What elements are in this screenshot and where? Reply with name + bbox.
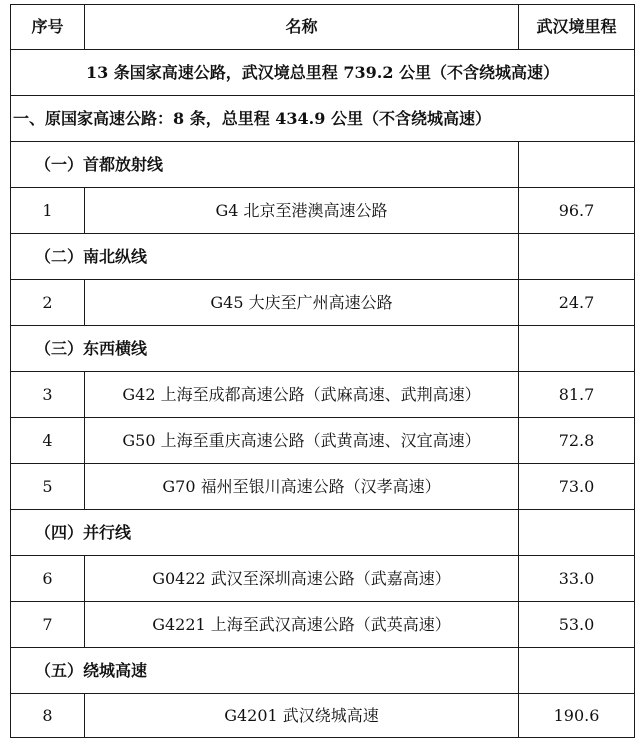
group-empty-cell <box>519 648 635 694</box>
row-name: G0422 武汉至深圳高速公路（武嘉高速） <box>85 556 519 602</box>
row-index: 3 <box>11 372 85 418</box>
row-name: G4221 上海至武汉高速公路（武英高速） <box>85 602 519 648</box>
group-empty-cell <box>519 510 635 556</box>
row-name: G50 上海至重庆高速公路（武黄高速、汉宜高速） <box>85 418 519 464</box>
table-row <box>11 602 635 648</box>
row-length: 73.0 <box>519 464 635 510</box>
group-row <box>11 142 635 188</box>
table-row <box>11 464 635 510</box>
table-header-row <box>11 5 635 50</box>
row-index: 7 <box>11 602 85 648</box>
group-title: （二）南北纵线 <box>11 234 519 280</box>
section-text: 一、原国家高速公路：8 条，总里程 434.9 公里（不含绕城高速） <box>11 96 635 142</box>
group-title: （五）绕城高速 <box>11 648 519 694</box>
table-row <box>11 188 635 234</box>
summary-row <box>11 50 635 96</box>
row-length: 24.7 <box>519 280 635 326</box>
table-row <box>11 418 635 464</box>
group-row <box>11 234 635 280</box>
row-name: G70 福州至银川高速公路（汉孝高速） <box>85 464 519 510</box>
row-name: G42 上海至成都高速公路（武麻高速、武荆高速） <box>85 372 519 418</box>
row-name: G4 北京至港澳高速公路 <box>85 188 519 234</box>
row-index: 5 <box>11 464 85 510</box>
summary-text: 13 条国家高速公路，武汉境总里程 739.2 公里（不含绕城高速） <box>11 50 635 96</box>
row-index: 1 <box>11 188 85 234</box>
row-length: 33.0 <box>519 556 635 602</box>
group-row <box>11 326 635 372</box>
row-length: 81.7 <box>519 372 635 418</box>
row-name: G4201 武汉绕城高速 <box>85 694 519 738</box>
header-name: 名称 <box>85 5 519 50</box>
group-row <box>11 510 635 556</box>
group-title: （四）并行线 <box>11 510 519 556</box>
row-length: 53.0 <box>519 602 635 648</box>
table-row <box>11 280 635 326</box>
row-index: 2 <box>11 280 85 326</box>
row-index: 6 <box>11 556 85 602</box>
table-row <box>11 556 635 602</box>
row-index: 4 <box>11 418 85 464</box>
group-empty-cell <box>519 326 635 372</box>
group-row <box>11 648 635 694</box>
highway-table <box>10 4 635 738</box>
group-empty-cell <box>519 142 635 188</box>
section-row <box>11 96 635 142</box>
group-title: （一）首都放射线 <box>11 142 519 188</box>
header-length: 武汉境里程 <box>519 5 635 50</box>
header-index: 序号 <box>11 5 85 50</box>
group-empty-cell <box>519 234 635 280</box>
row-index: 8 <box>11 694 85 738</box>
row-length: 72.8 <box>519 418 635 464</box>
table-row <box>11 694 635 738</box>
row-length: 190.6 <box>519 694 635 738</box>
table-row <box>11 372 635 418</box>
group-title: （三）东西横线 <box>11 326 519 372</box>
row-name: G45 大庆至广州高速公路 <box>85 280 519 326</box>
row-length: 96.7 <box>519 188 635 234</box>
